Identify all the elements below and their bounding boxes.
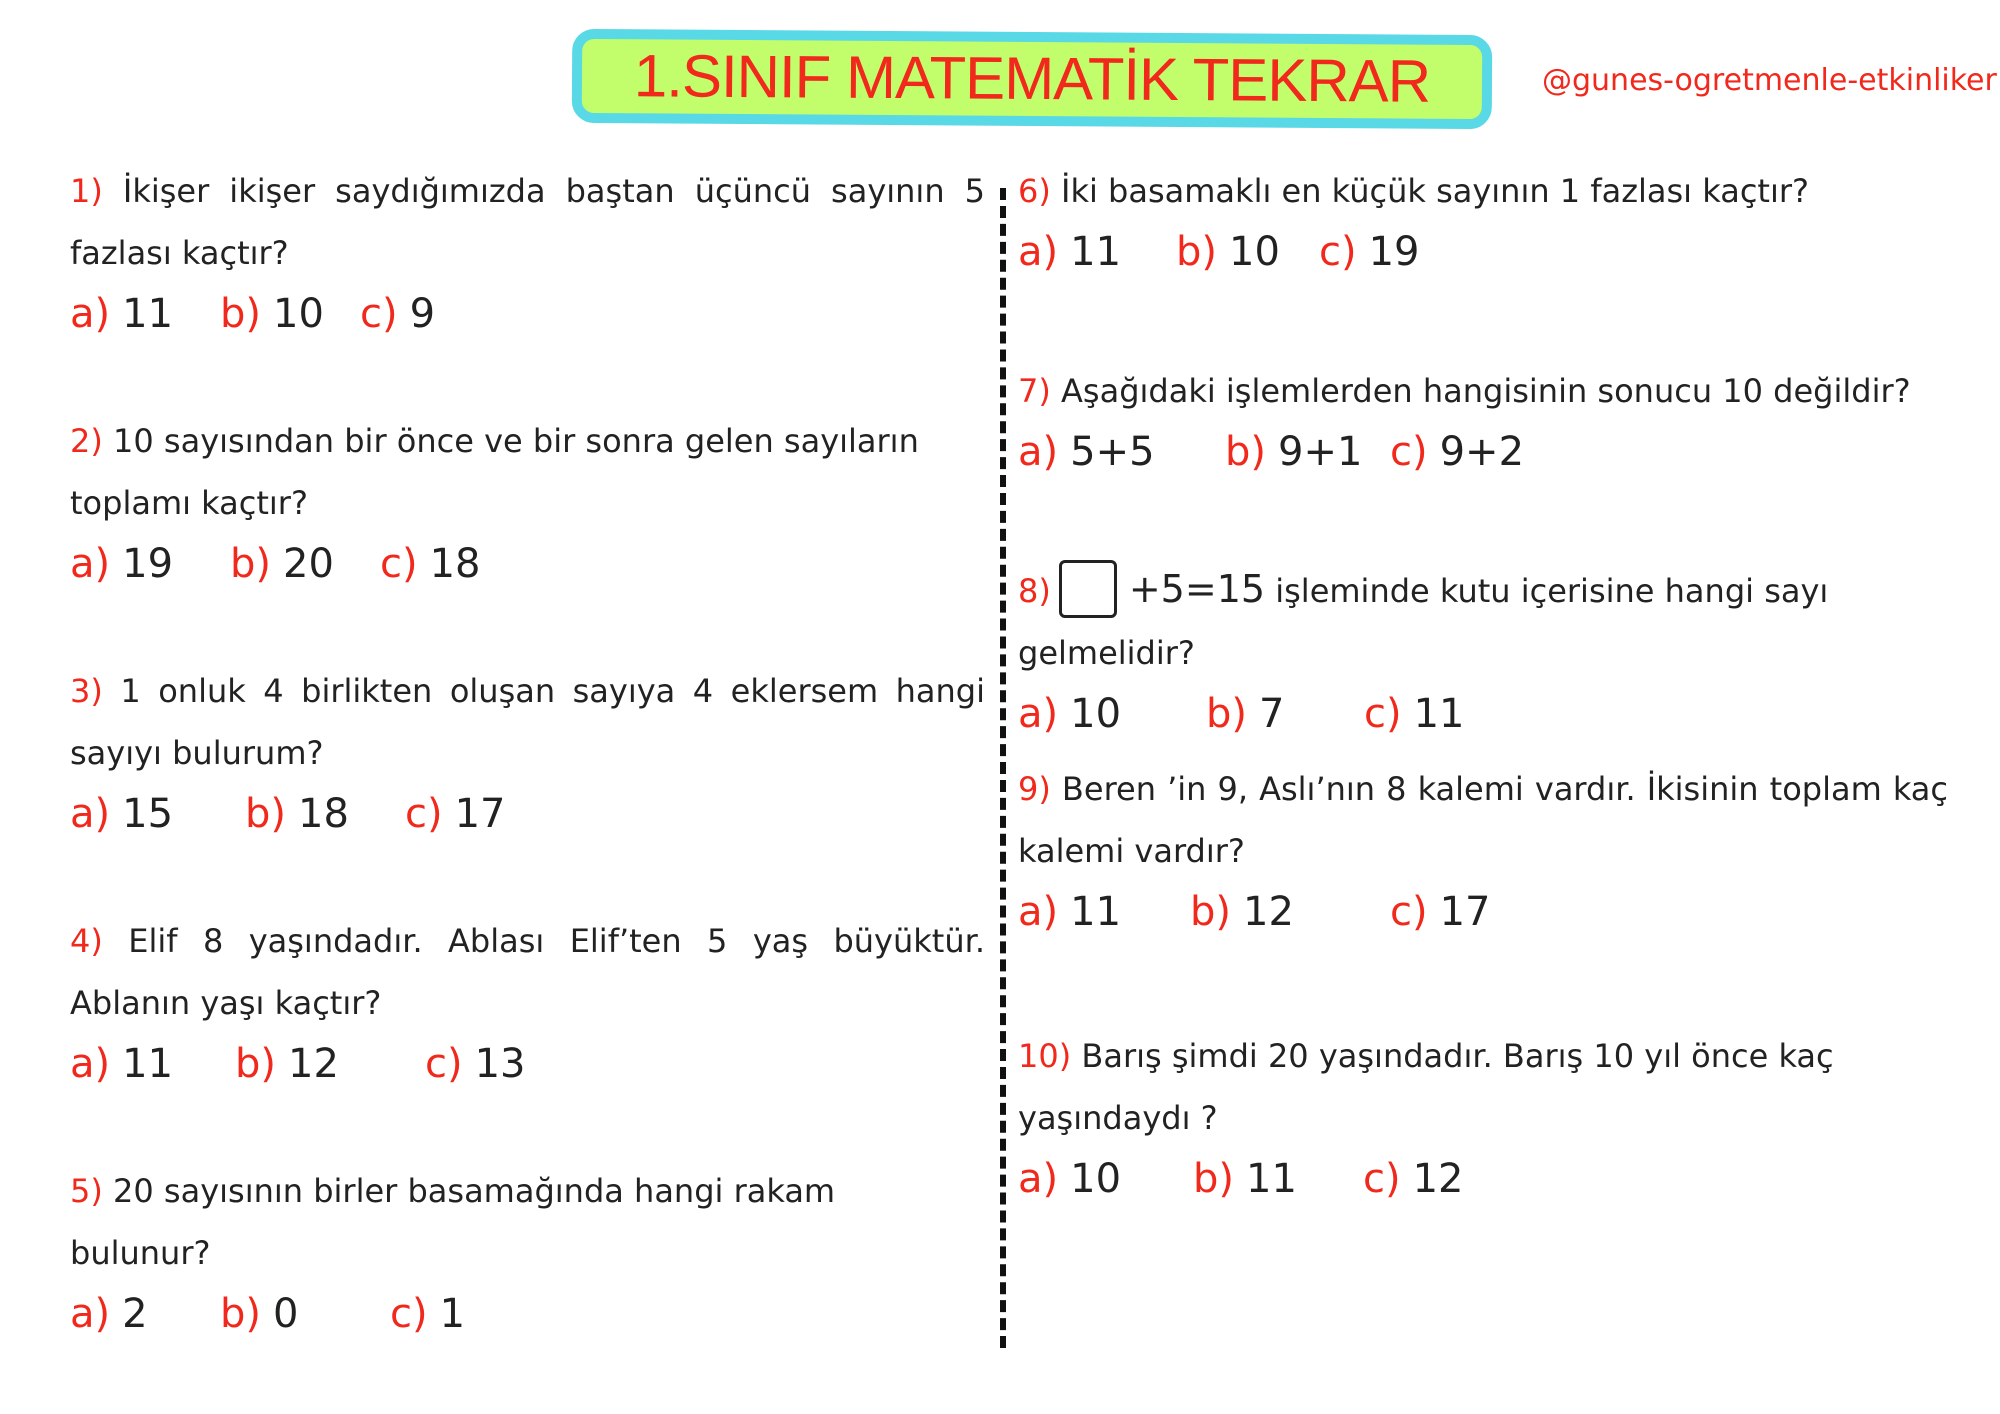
option-a[interactable] [70,284,220,344]
option-c[interactable] [1364,684,1465,744]
option-value: 17 [1439,889,1491,935]
option-value: 9+1 [1278,429,1363,475]
question-number: 6) [1018,172,1051,210]
option-c[interactable] [1363,1149,1464,1209]
option-letter: c) [1390,429,1428,475]
option-letter: b) [230,541,271,587]
question-4 [70,910,985,1094]
option-value: 1 [439,1291,466,1337]
option-value: 17 [454,791,506,837]
question-text [1018,160,1998,222]
option-letter: a) [1018,229,1059,275]
option-letter: a) [70,541,111,587]
option-c[interactable] [360,284,435,344]
question-6 [1018,160,1998,282]
question-number: 5) [70,1172,103,1210]
option-value: 0 [273,1291,299,1337]
question-text [70,660,985,784]
option-value: 2 [122,1291,148,1337]
question-body: Beren ’in 9, Aslı’nın 8 kalemi vardır. İkisinin toplam kaç kalemi vardır? [1018,770,1948,870]
question-body: Elif 8 yaşındadır. Ablası Elif’ten 5 yaş büyüktür. Ablanın yaşı kaçtır? [70,922,986,1022]
option-letter: c) [425,1041,463,1087]
option-b[interactable] [1176,222,1319,282]
option-value: 10 [1229,229,1280,275]
question-number: 3) [70,672,103,710]
option-letter: a) [1018,889,1059,935]
option-letter: c) [1390,889,1428,935]
option-a[interactable] [70,784,245,844]
option-c[interactable] [380,534,481,594]
option-letter: c) [1319,229,1357,275]
option-value: 12 [288,1041,339,1087]
question-text [1018,558,1998,684]
option-a[interactable] [70,534,230,594]
option-letter: a) [70,1041,111,1087]
option-value: 18 [429,541,481,587]
option-value: 11 [1070,229,1122,275]
answer-options [1018,422,1998,482]
option-value: 9 [409,291,436,337]
option-c[interactable] [390,1284,465,1344]
option-c[interactable] [425,1034,526,1094]
option-c[interactable] [405,784,506,844]
option-c[interactable] [1390,422,1524,482]
question-body: 10 sayısından bir önce ve bir sonra gelen sayıların toplamı kaçtır? [70,422,919,522]
option-letter: b) [235,1041,276,1087]
option-a[interactable] [1018,422,1225,482]
option-value: 7 [1259,691,1285,737]
option-c[interactable] [1390,882,1491,942]
answer-options [1018,684,1998,744]
option-b[interactable] [1225,422,1390,482]
option-value: 10 [1070,1156,1122,1202]
question-body: İkişer ikişer saydığımızda baştan üçüncü sayının 5 fazlası kaçtır? [70,172,986,272]
question-body: İki basamaklı en küçük sayının 1 fazlası kaçtır? [1061,172,1809,210]
answer-options [1018,222,1998,282]
question-5 [70,1160,985,1344]
question-body: Barış şimdi 20 yaşındadır. Barış 10 yıl önce kaç yaşındaydı ? [1018,1037,1834,1137]
option-letter: b) [1176,229,1217,275]
option-value: 19 [1368,229,1420,275]
option-letter: b) [245,791,286,837]
option-value: 11 [122,1041,174,1087]
option-value: 10 [273,291,324,337]
option-letter: c) [1364,691,1402,737]
question-number: 2) [70,422,103,460]
option-a[interactable] [1018,684,1206,744]
option-letter: c) [380,541,418,587]
option-value: 11 [1246,1156,1297,1202]
question-number: 10) [1018,1037,1072,1075]
question-body: 1 onluk 4 birlikten oluşan sayıya 4 eklersem hangi sayıyı bulurum? [70,672,985,772]
answer-options [70,784,985,844]
option-letter: c) [390,1291,428,1337]
option-value: 10 [1070,691,1122,737]
equation-text: +5=15 [1128,567,1266,611]
question-body: Aşağıdaki işlemlerden hangisinin sonucu 10 değildir? [1061,372,1911,410]
option-b[interactable] [235,1034,425,1094]
option-value: 18 [298,791,349,837]
option-c[interactable] [1319,222,1420,282]
option-a[interactable] [70,1034,235,1094]
question-text [70,910,985,1034]
answer-options [70,534,985,594]
question-number: 8) [1018,572,1051,610]
option-letter: a) [1018,1156,1059,1202]
option-letter: b) [1190,889,1231,935]
option-value: 20 [283,541,334,587]
option-letter: c) [1363,1156,1401,1202]
question-9 [1018,758,1998,942]
option-letter: c) [405,791,443,837]
option-b[interactable] [220,284,360,344]
answer-options [1018,1149,1998,1209]
option-a[interactable] [1018,882,1190,942]
option-value: 11 [1070,889,1122,935]
question-3 [70,660,985,844]
option-letter: b) [1206,691,1247,737]
option-value: 11 [1413,691,1465,737]
option-letter: c) [360,291,398,337]
option-a[interactable] [70,1284,220,1344]
question-text [70,1160,985,1284]
question-number: 1) [70,172,103,210]
answer-options [1018,882,1998,942]
title-banner [572,29,1493,129]
question-text [1018,1025,1918,1149]
answer-options [70,1284,985,1344]
author-handle: @gunes-ogretmenle-etkinliker [1542,63,1997,98]
option-letter: a) [1018,691,1059,737]
option-value: 11 [122,291,174,337]
option-value: 12 [1412,1156,1464,1202]
option-b[interactable] [245,784,405,844]
question-body: 20 sayısının birler basamağında hangi rakam bulunur? [70,1172,836,1272]
question-number: 9) [1018,770,1051,808]
question-1 [70,160,985,344]
column-divider [1000,188,1006,1348]
option-value: 5+5 [1070,429,1155,475]
option-b[interactable] [1193,1149,1363,1209]
question-text [70,410,985,534]
option-letter: a) [70,291,111,337]
question-text [1018,758,1948,882]
option-value: 9+2 [1439,429,1525,475]
question-10 [1018,1025,1998,1209]
option-b[interactable] [220,1284,390,1344]
question-2 [70,410,985,594]
answer-options [70,284,985,344]
option-value: 13 [474,1041,526,1087]
option-letter: a) [70,1291,111,1337]
option-value: 12 [1243,889,1294,935]
option-value: 19 [122,541,174,587]
answer-box[interactable] [1059,560,1117,618]
option-value: 15 [122,791,174,837]
option-b[interactable] [230,534,380,594]
question-text [70,160,985,284]
option-letter: b) [1193,1156,1234,1202]
option-b[interactable] [1206,684,1364,744]
answer-options [70,1034,985,1094]
question-number: 7) [1018,372,1051,410]
option-letter: b) [220,291,261,337]
question-text [1018,360,1998,422]
option-letter: b) [220,1291,261,1337]
option-letter: a) [70,791,111,837]
option-letter: a) [1018,429,1059,475]
option-a[interactable] [1018,222,1176,282]
option-a[interactable] [1018,1149,1193,1209]
question-body: işleminde kutu içerisine hangi sayı gelmelidir? [1018,572,1829,672]
question-7 [1018,360,1998,482]
option-b[interactable] [1190,882,1390,942]
question-8 [1018,558,1998,744]
page-title: 1.SINIF MATEMATİK TEKRAR [633,42,1431,115]
question-number: 4) [70,922,103,960]
option-letter: b) [1225,429,1266,475]
